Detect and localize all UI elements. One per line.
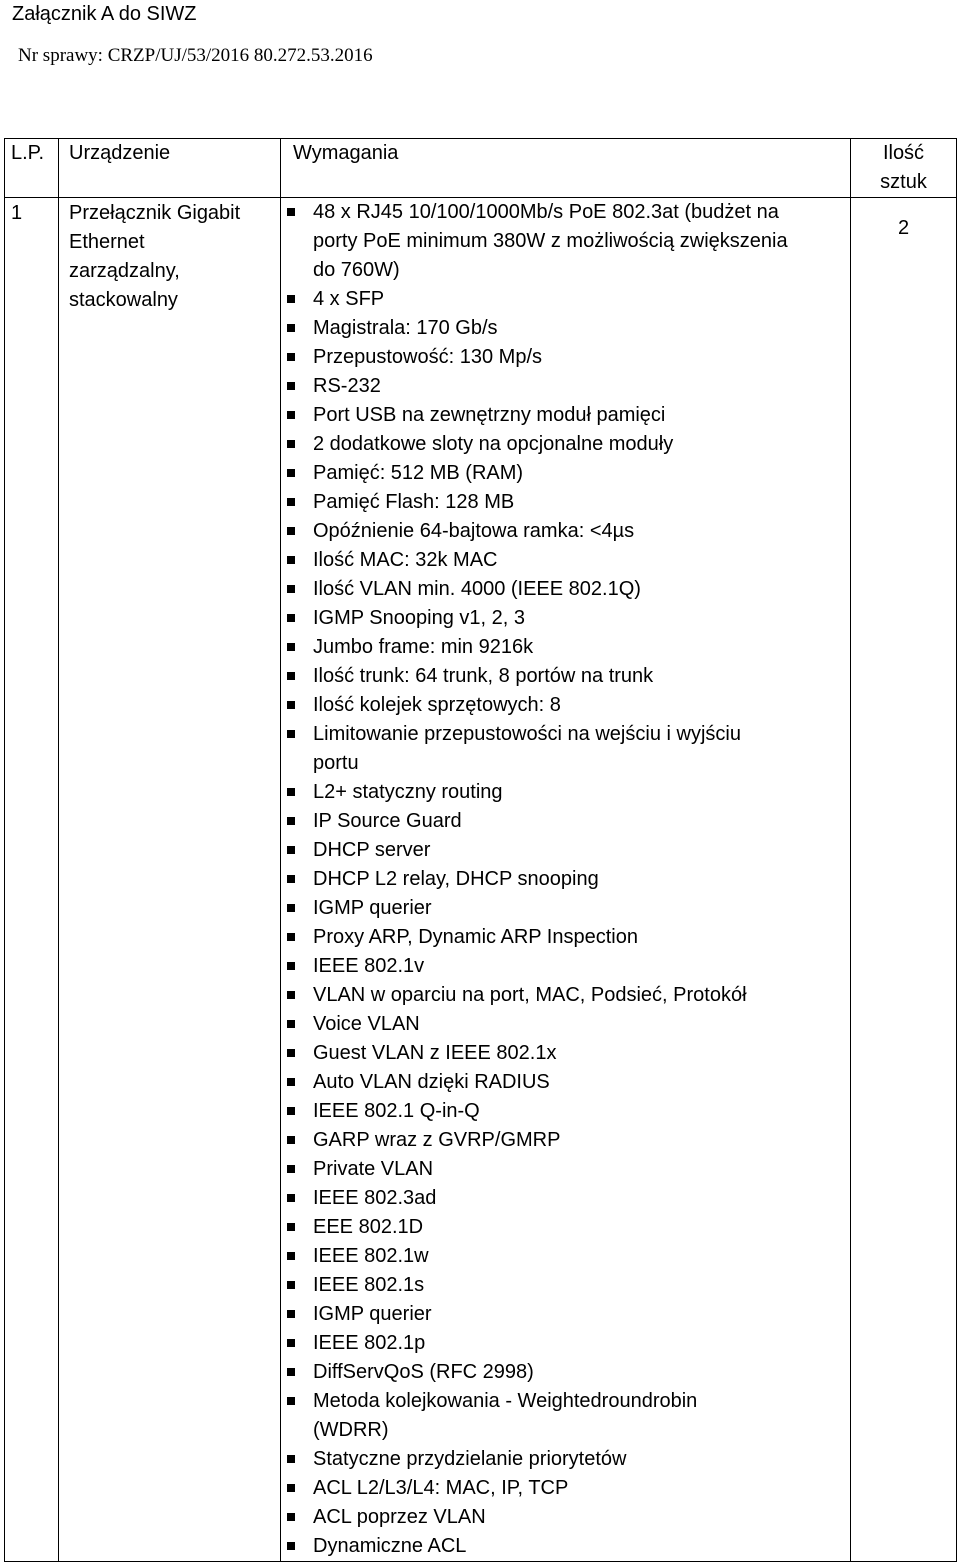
requirement-item: IP Source Guard bbox=[287, 807, 850, 836]
requirement-item: Limitowanie przepustowości na wejściu i wyjściu portu bbox=[287, 720, 783, 778]
requirement-item: IEEE 802.1s bbox=[287, 1271, 850, 1300]
requirement-item: 48 x RJ45 10/100/1000Mb/s PoE 802.3at (budżet na porty PoE minimum 380W z możliwością zwiększenia do 760W) bbox=[287, 198, 813, 285]
column-header-quantity bbox=[851, 139, 957, 198]
requirement-item: IGMP querier bbox=[287, 894, 850, 923]
requirement-item: DHCP server bbox=[287, 836, 850, 865]
column-header-lp: L.P. bbox=[5, 139, 59, 198]
requirement-item: Dynamiczne ACL bbox=[287, 1532, 850, 1561]
column-header-quantity-line2: sztuk bbox=[880, 171, 927, 193]
requirement-item: Magistrala: 170 Gb/s bbox=[287, 314, 850, 343]
requirement-item: IGMP querier bbox=[287, 1300, 850, 1329]
requirement-item: Opóźnienie 64-bajtowa ramka: <4µs bbox=[287, 517, 850, 546]
requirement-item: Statyczne przydzielanie priorytetów bbox=[287, 1445, 850, 1474]
column-header-device: Urządzenie bbox=[59, 139, 281, 198]
requirement-item: RS-232 bbox=[287, 372, 850, 401]
table-row bbox=[5, 198, 957, 1562]
requirement-item: Auto VLAN dzięki RADIUS bbox=[287, 1068, 850, 1097]
requirement-item: Pamięć: 512 MB (RAM) bbox=[287, 459, 850, 488]
requirement-item: 4 x SFP bbox=[287, 285, 850, 314]
requirement-item: Jumbo frame: min 9216k bbox=[287, 633, 850, 662]
requirement-item: Ilość MAC: 32k MAC bbox=[287, 546, 850, 575]
row-quantity: 2 bbox=[851, 198, 957, 1562]
requirement-item: EEE 802.1D bbox=[287, 1213, 850, 1242]
requirement-item: DHCP L2 relay, DHCP snooping bbox=[287, 865, 850, 894]
requirement-item: IEEE 802.1p bbox=[287, 1329, 850, 1358]
requirement-item: Ilość kolejek sprzętowych: 8 bbox=[287, 691, 850, 720]
requirement-item: GARP wraz z GVRP/GMRP bbox=[287, 1126, 850, 1155]
row-lp: 1 bbox=[5, 198, 59, 1562]
document-title: Załącznik A do SIWZ bbox=[12, 3, 197, 25]
requirement-item: VLAN w oparciu na port, MAC, Podsieć, Protokół bbox=[287, 981, 850, 1010]
device-name-line: stackowalny bbox=[69, 289, 178, 311]
requirement-item: Port USB na zewnętrzny moduł pamięci bbox=[287, 401, 850, 430]
requirement-item: ACL poprzez VLAN bbox=[287, 1503, 850, 1532]
device-name-line: Ethernet bbox=[69, 231, 145, 253]
row-requirements bbox=[281, 198, 851, 1562]
requirement-item: IEEE 802.3ad bbox=[287, 1184, 850, 1213]
requirement-item: IGMP Snooping v1, 2, 3 bbox=[287, 604, 850, 633]
requirement-item: Ilość trunk: 64 trunk, 8 portów na trunk bbox=[287, 662, 850, 691]
table-header-row bbox=[5, 139, 957, 198]
requirement-item: Guest VLAN z IEEE 802.1x bbox=[287, 1039, 850, 1068]
requirement-item: Pamięć Flash: 128 MB bbox=[287, 488, 850, 517]
requirements-table bbox=[4, 138, 957, 1562]
requirement-item: 2 dodatkowe sloty na opcjonalne moduły bbox=[287, 430, 850, 459]
requirement-item: IEEE 802.1w bbox=[287, 1242, 850, 1271]
column-header-quantity-line1: Ilość bbox=[882, 142, 925, 164]
requirement-item: Ilość VLAN min. 4000 (IEEE 802.1Q) bbox=[287, 575, 850, 604]
requirement-item: Voice VLAN bbox=[287, 1010, 850, 1039]
requirement-item: ACL L2/L3/L4: MAC, IP, TCP bbox=[287, 1474, 850, 1503]
requirement-item: IEEE 802.1 Q-in-Q bbox=[287, 1097, 850, 1126]
requirement-item: Proxy ARP, Dynamic ARP Inspection bbox=[287, 923, 850, 952]
requirement-item: IEEE 802.1v bbox=[287, 952, 850, 981]
requirement-item: L2+ statyczny routing bbox=[287, 778, 850, 807]
requirements-list bbox=[287, 198, 850, 1561]
requirement-item: Przepustowość: 130 Mp/s bbox=[287, 343, 850, 372]
case-number: Nr sprawy: CRZP/UJ/53/2016 80.272.53.2016 bbox=[18, 45, 373, 66]
requirement-item: Metoda kolejkowania - Weightedroundrobin (WDRR) bbox=[287, 1387, 773, 1445]
row-device bbox=[59, 198, 281, 1562]
column-header-requirements: Wymagania bbox=[281, 139, 851, 198]
device-name-line: zarządzalny, bbox=[69, 260, 180, 282]
device-name-line: Przełącznik Gigabit bbox=[69, 202, 241, 224]
requirement-item: Private VLAN bbox=[287, 1155, 850, 1184]
requirement-item: DiffServQoS (RFC 2998) bbox=[287, 1358, 850, 1387]
